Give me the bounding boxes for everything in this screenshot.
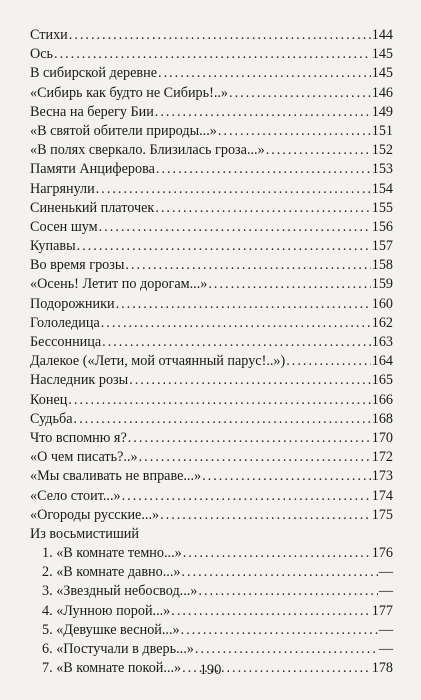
dot-leader xyxy=(122,487,371,506)
toc-entry xyxy=(30,295,393,314)
toc-entry-title: Бессонница xyxy=(30,334,102,350)
toc-entry-title: Наследник розы xyxy=(30,372,129,389)
toc-entry-title: Из восьмистиший xyxy=(30,525,139,542)
toc-entry xyxy=(30,122,393,141)
dot-leader xyxy=(101,314,371,333)
toc-entry-title: «Село стоит...» xyxy=(30,487,121,504)
dot-leader xyxy=(155,103,371,122)
dot-leader xyxy=(195,640,378,659)
toc-entry xyxy=(30,45,393,64)
toc-entry-title: 2. «В комнате давно...» xyxy=(42,564,181,581)
toc-entry-page: 165 xyxy=(371,372,393,389)
dot-leader xyxy=(54,45,371,64)
toc-entry-page: — xyxy=(378,564,393,581)
toc-entry xyxy=(30,448,393,467)
toc-entry-title: «Огороды русские...» xyxy=(30,506,160,523)
toc-entry-title: В сибирской деревне xyxy=(30,65,158,82)
toc-subentry xyxy=(30,544,393,563)
toc-entry-title: 7. «В комнате покой...» xyxy=(42,660,182,677)
toc-entry-page: 166 xyxy=(371,391,393,408)
toc-entry-title: 4. «Лунною порой...» xyxy=(42,602,171,619)
dot-leader xyxy=(156,160,371,179)
toc-entry-page: — xyxy=(378,621,393,638)
toc-entry-title: 3. «Звездный небосвод...» xyxy=(42,583,198,600)
toc-entry-title: 5. «Девушке весной...» xyxy=(42,621,180,638)
toc-entry-title: «Мы сваливать не вправе...» xyxy=(30,468,202,485)
toc-entry-title: Стихи xyxy=(30,27,68,43)
toc-entry-title: Синенький платочек xyxy=(30,199,155,216)
toc-entry-page: 164 xyxy=(371,353,393,370)
toc-entry-title: Ось xyxy=(30,46,54,63)
toc-entry-title: Нагрянули xyxy=(30,180,95,197)
dot-leader xyxy=(68,391,370,410)
toc-entry xyxy=(30,237,393,256)
dot-leader xyxy=(218,122,371,141)
toc-entry xyxy=(30,467,393,486)
toc-entry-page: 145 xyxy=(371,65,393,82)
toc-entry-title: Судьба xyxy=(30,410,73,427)
toc-entry-page: 163 xyxy=(371,334,393,350)
toc-entry xyxy=(30,371,393,390)
dot-leader xyxy=(155,199,370,218)
toc-entry-page: 162 xyxy=(371,314,393,331)
toc-entry-title: Далекое («Лети, мой отчаянный парус!..») xyxy=(30,353,286,370)
toc-entry-title: «В полях сверкало. Близилась гроза...» xyxy=(30,142,265,159)
dot-leader xyxy=(102,333,371,352)
dot-leader xyxy=(116,295,371,314)
dot-leader xyxy=(158,64,371,83)
toc-entry-page: 156 xyxy=(371,218,393,235)
toc-entry xyxy=(30,84,393,103)
dot-leader xyxy=(160,506,371,525)
dot-leader xyxy=(286,352,370,371)
toc-entry-title: Весна на берегу Бии xyxy=(30,103,154,120)
toc-entry xyxy=(30,487,393,506)
dot-leader xyxy=(69,26,371,45)
toc-entry xyxy=(30,141,393,160)
toc-entry xyxy=(30,275,393,294)
toc-entry xyxy=(30,314,393,333)
toc-entry-title: «О чем писать?..» xyxy=(30,449,138,466)
toc-entry xyxy=(30,410,393,429)
toc-entry xyxy=(30,199,393,218)
toc-entry-page: 144 xyxy=(371,27,393,43)
toc-entry-page: 174 xyxy=(371,487,393,504)
toc-entry xyxy=(30,218,393,237)
toc-entry xyxy=(30,180,393,199)
toc-entry-page: — xyxy=(378,641,393,657)
dot-leader xyxy=(74,410,371,429)
toc-entry-title: «Сибирь как будто не Сибирь!..» xyxy=(30,84,229,101)
dot-leader xyxy=(139,448,371,467)
toc-entry-title: Подорожники xyxy=(30,295,115,312)
toc-entry xyxy=(30,26,393,45)
toc-subentry xyxy=(30,640,393,659)
dot-leader xyxy=(266,141,371,160)
toc-entry-page: 177 xyxy=(371,602,393,619)
dot-leader xyxy=(77,237,371,256)
dot-leader xyxy=(181,563,377,582)
toc-entry xyxy=(30,506,393,525)
toc-entry-title: Во время грозы xyxy=(30,257,125,274)
dot-leader xyxy=(99,218,371,237)
toc-entry-title: Что вспомню я? xyxy=(30,429,127,446)
dot-leader xyxy=(181,621,378,640)
toc-entry-page: 170 xyxy=(371,429,393,446)
toc-entry-page: — xyxy=(378,583,393,600)
dot-leader xyxy=(171,602,370,621)
toc-entry-page: 160 xyxy=(371,295,393,312)
toc-entry-page: 168 xyxy=(371,410,393,427)
toc-entry-page: 175 xyxy=(371,506,393,523)
toc-entry-title: Купавы xyxy=(30,238,76,255)
toc-entry-page: 153 xyxy=(371,161,393,178)
page-number: 190 xyxy=(199,662,222,678)
toc-section-heading xyxy=(30,525,393,544)
toc-entry xyxy=(30,429,393,448)
toc-entry-page: 146 xyxy=(371,84,393,101)
toc-entry-page: 154 xyxy=(371,180,393,197)
toc-subentry xyxy=(30,621,393,640)
toc-entry xyxy=(30,103,393,122)
toc-subentry xyxy=(30,563,393,582)
dot-leader xyxy=(198,582,377,601)
toc-entry-page: 176 xyxy=(371,545,393,562)
toc-entry-page: 172 xyxy=(371,449,393,466)
dot-leader xyxy=(96,180,371,199)
dot-leader xyxy=(125,256,370,275)
toc-entry xyxy=(30,391,393,410)
toc-entry-page: 151 xyxy=(371,122,393,139)
toc-entry-page: 159 xyxy=(371,276,393,293)
toc-entry-page: 157 xyxy=(371,238,393,255)
dot-leader xyxy=(128,429,371,448)
toc-entry-page: 152 xyxy=(371,142,393,159)
toc-entry-title: Конец xyxy=(30,391,68,408)
dot-leader xyxy=(202,467,371,486)
toc-entry-title: «В святой обители природы...» xyxy=(30,122,217,139)
toc-entry xyxy=(30,160,393,179)
toc-subentry xyxy=(30,602,393,621)
toc-entry xyxy=(30,333,393,352)
toc-entry-title: Гололедица xyxy=(30,314,100,331)
toc-entry-page: 155 xyxy=(371,199,393,216)
dot-leader xyxy=(183,544,371,563)
toc-entry-page: 145 xyxy=(371,46,393,63)
toc-entry-title: Памяти Анциферова xyxy=(30,161,155,178)
dot-leader xyxy=(208,275,370,294)
toc-subentry xyxy=(30,582,393,601)
toc-entry-title: Сосен шум xyxy=(30,218,98,235)
toc-entry xyxy=(30,256,393,275)
toc-entry-title: 6. «Постучали в дверь...» xyxy=(42,641,194,657)
dot-leader xyxy=(229,84,371,103)
dot-leader xyxy=(129,371,371,390)
toc-entry-page: 149 xyxy=(371,103,393,120)
toc-entry-page: 158 xyxy=(371,257,393,274)
toc-entry-page: 178 xyxy=(371,660,393,677)
toc-entry-title: «Осень! Летит по дорогам...» xyxy=(30,276,208,293)
toc-entry-title: 1. «В комнате темно...» xyxy=(42,545,182,562)
toc-entry-page: 173 xyxy=(371,468,393,485)
toc-entry xyxy=(30,64,393,83)
table-of-contents xyxy=(30,26,393,678)
toc-entry xyxy=(30,352,393,371)
